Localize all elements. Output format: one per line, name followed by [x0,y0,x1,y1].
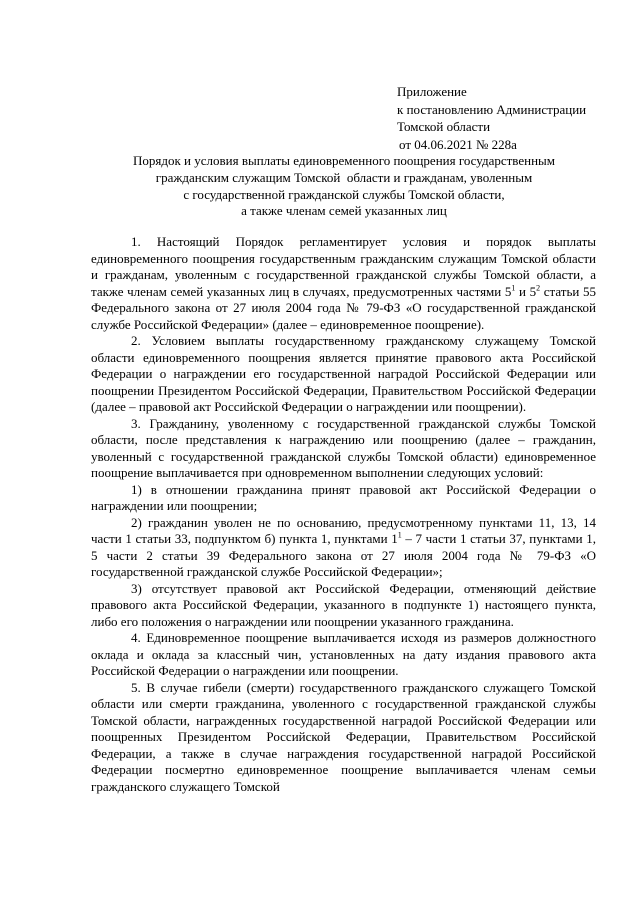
title-line: гражданским служащим Томской области и гражданам, уволенным [155,169,533,185]
title-line: а также членам семей указанных лиц [241,203,447,219]
paragraph-text: статьи 55 Федерального закона от 27 июля 2004 года № 79-ФЗ «О государственной гражданской службе Российской Федерации» (далее – единовременное поощрение). [91,283,596,332]
paragraph-4: 4. Единовременное поощрение выплачивается исходя из размеров должностного оклада и оклада за классный чин, установленных на дату издания правового акта Российской Федерации о награждении или поощрении. [91,630,596,678]
paragraph-text: и 5 [515,283,537,299]
document-body [91,234,596,795]
document-title [100,153,588,220]
subparagraph-3-2 [91,515,596,581]
superscript: 1 [511,283,516,293]
paragraph-2: 2. Условием выплаты государственному гражданскому служащему Томской области единовременного поощрения является принятие правового акта Российской Федерации о награждении его государственной наградой Российской Федерации или поощрении Президентом Российской Федерации, Правительством Российской Федерации (далее – правовой акт Российской Федерации о награждении или поощрении). [91,333,596,414]
paragraph-text: 2) гражданин уволен не по основанию, предусмотренному пунктами 11, 13, 14 части 1 статьи 33, подпунктом б) пункта 1, пунктами 1 [91,514,596,546]
appendix-line: к постановлению Администрации [397,101,587,117]
title-line: с государственной гражданской службы Томской области, [183,186,505,202]
paragraph-3: 3. Гражданину, уволенному с государственной гражданской службы Томской области, после представления к награждению или поощрению (далее – гражданин, уволенный с государственной гражданской службы Томской области) единовременное поощрение выплачивается при одновременном выполнении следующих условий: [91,415,596,480]
title-line: Порядок и условия выплаты единовременного поощрения государственным [133,153,555,168]
paragraph-5: 5. В случае гибели (смерти) государственного гражданского служащего Томской области или смерти гражданина, уволенного с государственной гражданской службы Томской области, награжденных государственной наградой Российской Федерации или поощренных Президентом Российской Федерации, Правительством Российской Федерации, а также в случае награждения государственной наградой Российской Федерации посмертно единовременное поощрение выплачивается членам семьи гражданского служащего Томской [91,679,596,794]
paragraph-text: 1. Настоящий Порядок регламентирует условия и порядок выплаты единовременного поощрения государственным гражданским служащим Томской области и гражданам, уволенным с государственной гражданской службы Томской области, а также членам семей указанных лиц в случаях, предусмотренных частями 5 [91,234,596,299]
paragraph-1 [91,234,596,333]
superscript: 1 [397,530,402,540]
superscript: 2 [536,283,541,293]
subparagraph-3-3: 3) отсутствует правовой акт Российской Федерации, отменяющий действие правового акта Российской Федерации, указанного в подпункте 1) настоящего пункта, либо его положения о награждении или поощрении указанного гражданина. [91,580,596,629]
appendix-line: Томской области [397,119,491,134]
appendix-line: Приложение [397,84,467,99]
subparagraph-3-1: 1) в отношении гражданина принят правовой акт Российской Федерации о награждении или поощрении; [91,481,596,513]
appendix-block [397,83,586,153]
paragraph-text: – 7 части 1 статьи 37, пунктами 1, 5 части 2 статьи 39 Федерального закона от 27 июля 2004 года № 79-ФЗ «О государственной гражданской службе Российской Федерации»; [91,531,596,579]
appendix-line: от 04.06.2021 № 228а [399,136,517,152]
